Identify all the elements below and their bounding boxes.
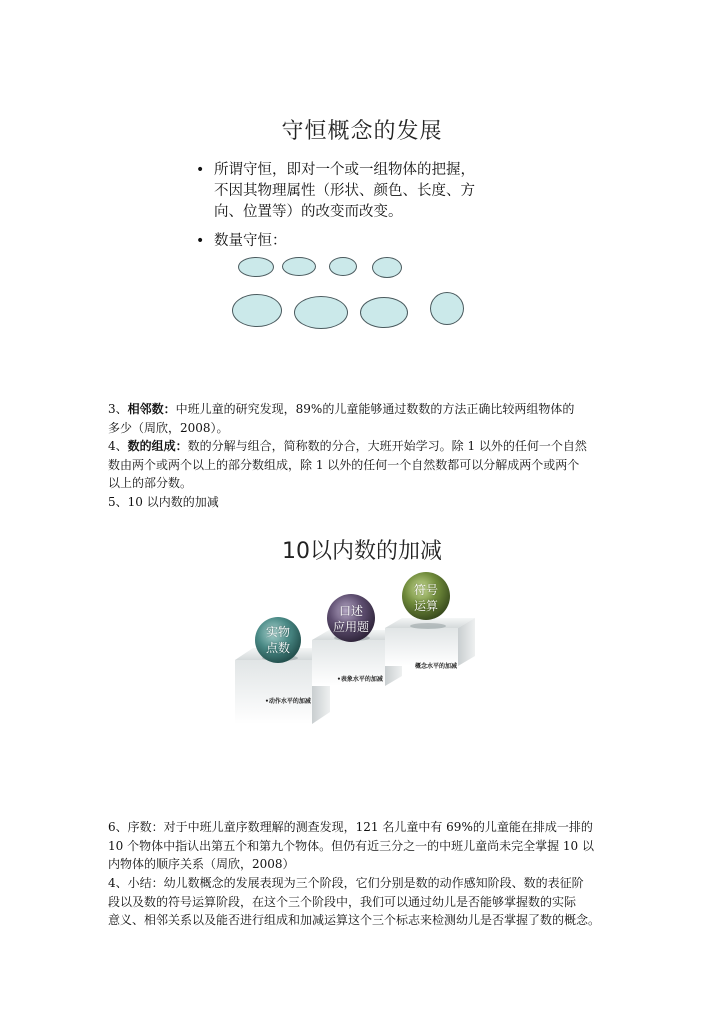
sphere-2-label: 口述 应用题 (332, 604, 369, 634)
conservation-ellipse (282, 257, 316, 276)
term-number-composition: 数的组成： (127, 439, 188, 453)
paragraph-adjacent-numbers: 3、相邻数：中班儿童的研究发现，89%的儿童能够通过数数的方法正确比较两组物体的 多少（周欣，2008）。 (108, 402, 575, 435)
step-label-concept: 概念水平的加减 (415, 663, 458, 670)
slide2-title: 10以内数的加减 (282, 539, 442, 564)
paragraph-addition-subtraction: 5、10 以内数的加减 (108, 495, 219, 509)
paragraph-ordinal-numbers: 6、序数：对于中班儿童序数理解的测查发现，121 名儿童中有 69%的儿童能在排成一排的 10 个物体中指认出第五个和第九个物体。但仍有近三分之一的中班儿童尚未完全掌握 10 以 内物体的顺序关系（周欣，2008） (108, 820, 594, 872)
conservation-ellipse (430, 292, 464, 325)
bullet-line: 向、位置等）的改变而改变。 (214, 204, 403, 220)
bullet-line: 不因其物理属性（形状、颜色、长度、方 (214, 183, 475, 199)
conservation-ellipse (372, 257, 402, 278)
conservation-ellipse (232, 294, 282, 327)
step-label-representation: •表象水平的加减 (337, 676, 383, 683)
bullet-line: 所谓守恒，即对一个或一组物体的把握， (214, 162, 475, 178)
sphere-3-label: 符号 运算 (413, 583, 438, 613)
slide1-bullet-list (196, 160, 526, 252)
conservation-ellipse (360, 297, 408, 328)
term-adjacent-numbers: 相邻数： (127, 402, 176, 416)
step-1-front (235, 660, 312, 724)
conservation-ellipse (238, 257, 274, 277)
bullet-marker: • (196, 233, 205, 249)
bullet-item (196, 231, 526, 252)
bullet-marker: • (196, 162, 205, 178)
bullet-item (196, 160, 526, 223)
conservation-ellipse (294, 296, 348, 329)
conservation-ellipse (329, 257, 357, 276)
paragraph-summary: 4、小结：幼儿数概念的发展表现为三个阶段，它们分别是数的动作感知阶段、数的表征阶 段以及数的符号运算阶段，在这个三个阶段中，我们可以通过幼儿是否能够掌握数的实际 意义、相邻关系以及能否进行组成和加减运算这个三个标志来检测幼儿是否掌握了数的概念。 (108, 876, 601, 928)
sphere-shadow (410, 623, 446, 629)
step-label-action: •动作水平的加减 (265, 698, 311, 705)
slide1-title: 守恒概念的发展 (281, 119, 443, 144)
sphere-1-label: 实物 点数 (265, 625, 290, 655)
paragraph-number-composition: 4、数的组成：数的分解与组合，简称数的分合，大班开始学习。除 1 以外的任何一个自然 数由两个或两个以上的部分数组成，除 1 以外的任何一个自然数都可以分解成两个或两个 以上的部分数。 (108, 439, 587, 491)
bullet-line: 数量守恒： (214, 233, 287, 249)
